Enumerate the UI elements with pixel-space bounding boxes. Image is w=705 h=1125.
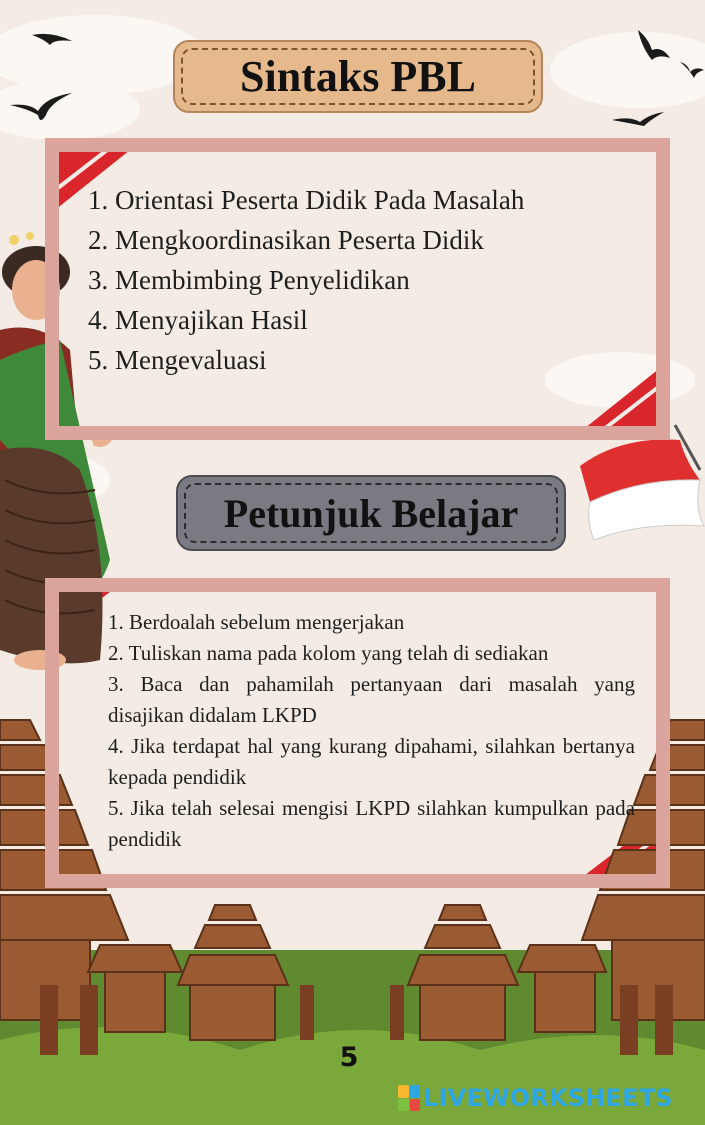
step-text: Menyajikan Hasil — [115, 305, 308, 335]
step-text: Mengevaluasi — [115, 345, 267, 375]
step-text: Mengkoordinasikan Peserta Didik — [115, 225, 484, 255]
step-text: Membimbing Penyelidikan — [115, 265, 410, 295]
step-number: 5. — [88, 345, 109, 375]
petunjuk-item: 3. Baca dan pahamilah pertanyaan dari masalah yang disajikan didalam LKPD — [108, 672, 635, 727]
liveworksheets-badge-icon — [398, 1085, 420, 1111]
petunjuk-list — [108, 607, 635, 855]
sintaks-step — [88, 260, 648, 300]
sintaks-step — [88, 300, 648, 340]
step-text: Orientasi Peserta Didik Pada Masalah — [115, 185, 525, 215]
step-number: 4. — [88, 305, 109, 335]
petunjuk-title-text: Petunjuk Belajar — [223, 490, 519, 536]
flag-icon — [580, 425, 704, 540]
liveworksheets-brand-text: LIVEWORKSHEETS — [423, 1084, 673, 1112]
petunjuk-item: 1. Berdoalah sebelum mengerjakan — [108, 610, 405, 634]
petunjuk-item: 2. Tuliskan nama pada kolom yang telah di sediakan — [108, 641, 549, 665]
sintaks-step — [88, 180, 648, 220]
petunjuk-title — [176, 475, 566, 551]
step-number: 2. — [88, 225, 109, 255]
sintaks-title-text: Sintaks PBL — [240, 52, 476, 101]
liveworksheets-logo[interactable] — [398, 1084, 673, 1112]
sintaks-step — [88, 220, 648, 260]
step-number: 1. — [88, 185, 109, 215]
page-number: 5 — [339, 1042, 359, 1073]
petunjuk-item: 5. Jika telah selesai mengisi LKPD silahkan kumpulkan pada pendidik — [108, 796, 635, 851]
petunjuk-item: 4. Jika terdapat hal yang kurang dipahami, silahkan bertanya kepada pendidik — [108, 734, 635, 789]
sintaks-steps-list — [88, 180, 648, 380]
sintaks-step — [88, 340, 648, 380]
step-number: 3. — [88, 265, 109, 295]
sintaks-title — [173, 40, 543, 113]
